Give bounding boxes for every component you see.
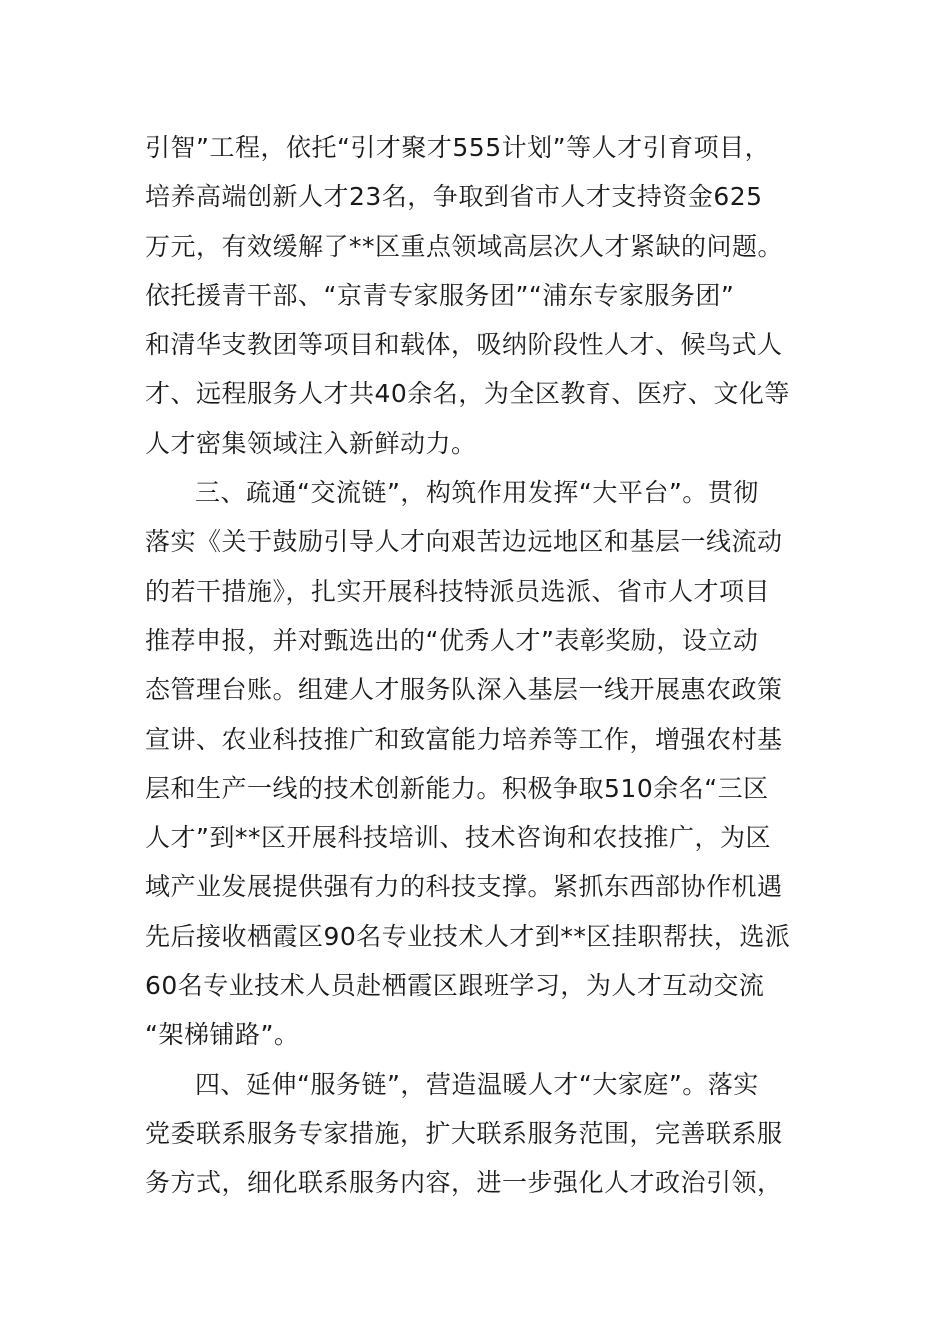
text-line: 万元，有效缓解了**区重点领域高层次人才紧缺的问题。 (145, 231, 784, 261)
text-line: 培养高端创新人才23名，争取到省市人才支持资金625 (145, 182, 763, 212)
text-line: 态管理台账。组建人才服务队深入基层一线开展惠农政策 (145, 675, 783, 705)
text-line: 先后接收栖霞区90名专业技术人才到**区挂职帮扶，选派 (145, 921, 791, 951)
text-line: 宣讲、农业科技推广和致富能力培养等工作，增强农村基 (145, 724, 783, 754)
document-body (145, 123, 815, 1208)
text-line: 务方式，细化联系服务内容，进一步强化人才政治引领， (145, 1168, 783, 1198)
text-line: 党委联系服务专家措施，扩大联系服务范围，完善联系服 (145, 1118, 783, 1148)
text-line: 人才”到**区开展科技培训、技术咨询和农技推广，为区 (145, 823, 771, 853)
text-line: 人才密集领域注入新鲜动力。 (145, 428, 477, 458)
paragraph-first-line: 四、延伸“服务链”，营造温暖人才“大家庭”。落实 (195, 1069, 759, 1099)
text-line: 域产业发展提供强有力的科技支撑。紧抓东西部协作机遇 (145, 872, 783, 902)
text-line: 落实《关于鼓励引导人才向艰苦边远地区和基层一线流动 (145, 527, 783, 557)
text-line: 引智”工程，依托“引才聚才555计划”等人才引育项目， (145, 133, 771, 162)
text-line: 层和生产一线的技术创新能力。积极争取510余名“三区 (145, 773, 769, 803)
text-line: 60名专业技术人员赴栖霞区跟班学习，为人才互动交流 (145, 971, 765, 1001)
text-line: 的若干措施》，扎实开展科技特派员选派、省市人才项目 (145, 576, 771, 606)
text-line: 依托援青干部、“京青专家服务团”“浦东专家服务团” (145, 280, 735, 310)
text-line: “架梯铺路”。 (145, 1020, 300, 1050)
paragraph-first-line: 三、疏通“交流链”，构筑作用发挥“大平台”。贯彻 (195, 478, 759, 508)
text-line: 才、远程服务人才共40余名，为全区教育、医疗、文化等 (145, 379, 790, 409)
text-line: 推荐申报，并对甄选出的“优秀人才”表彰奖励，设立动 (145, 625, 759, 655)
text-line: 和清华支教团等项目和载体，吸纳阶段性人才、候鸟式人 (145, 330, 783, 360)
